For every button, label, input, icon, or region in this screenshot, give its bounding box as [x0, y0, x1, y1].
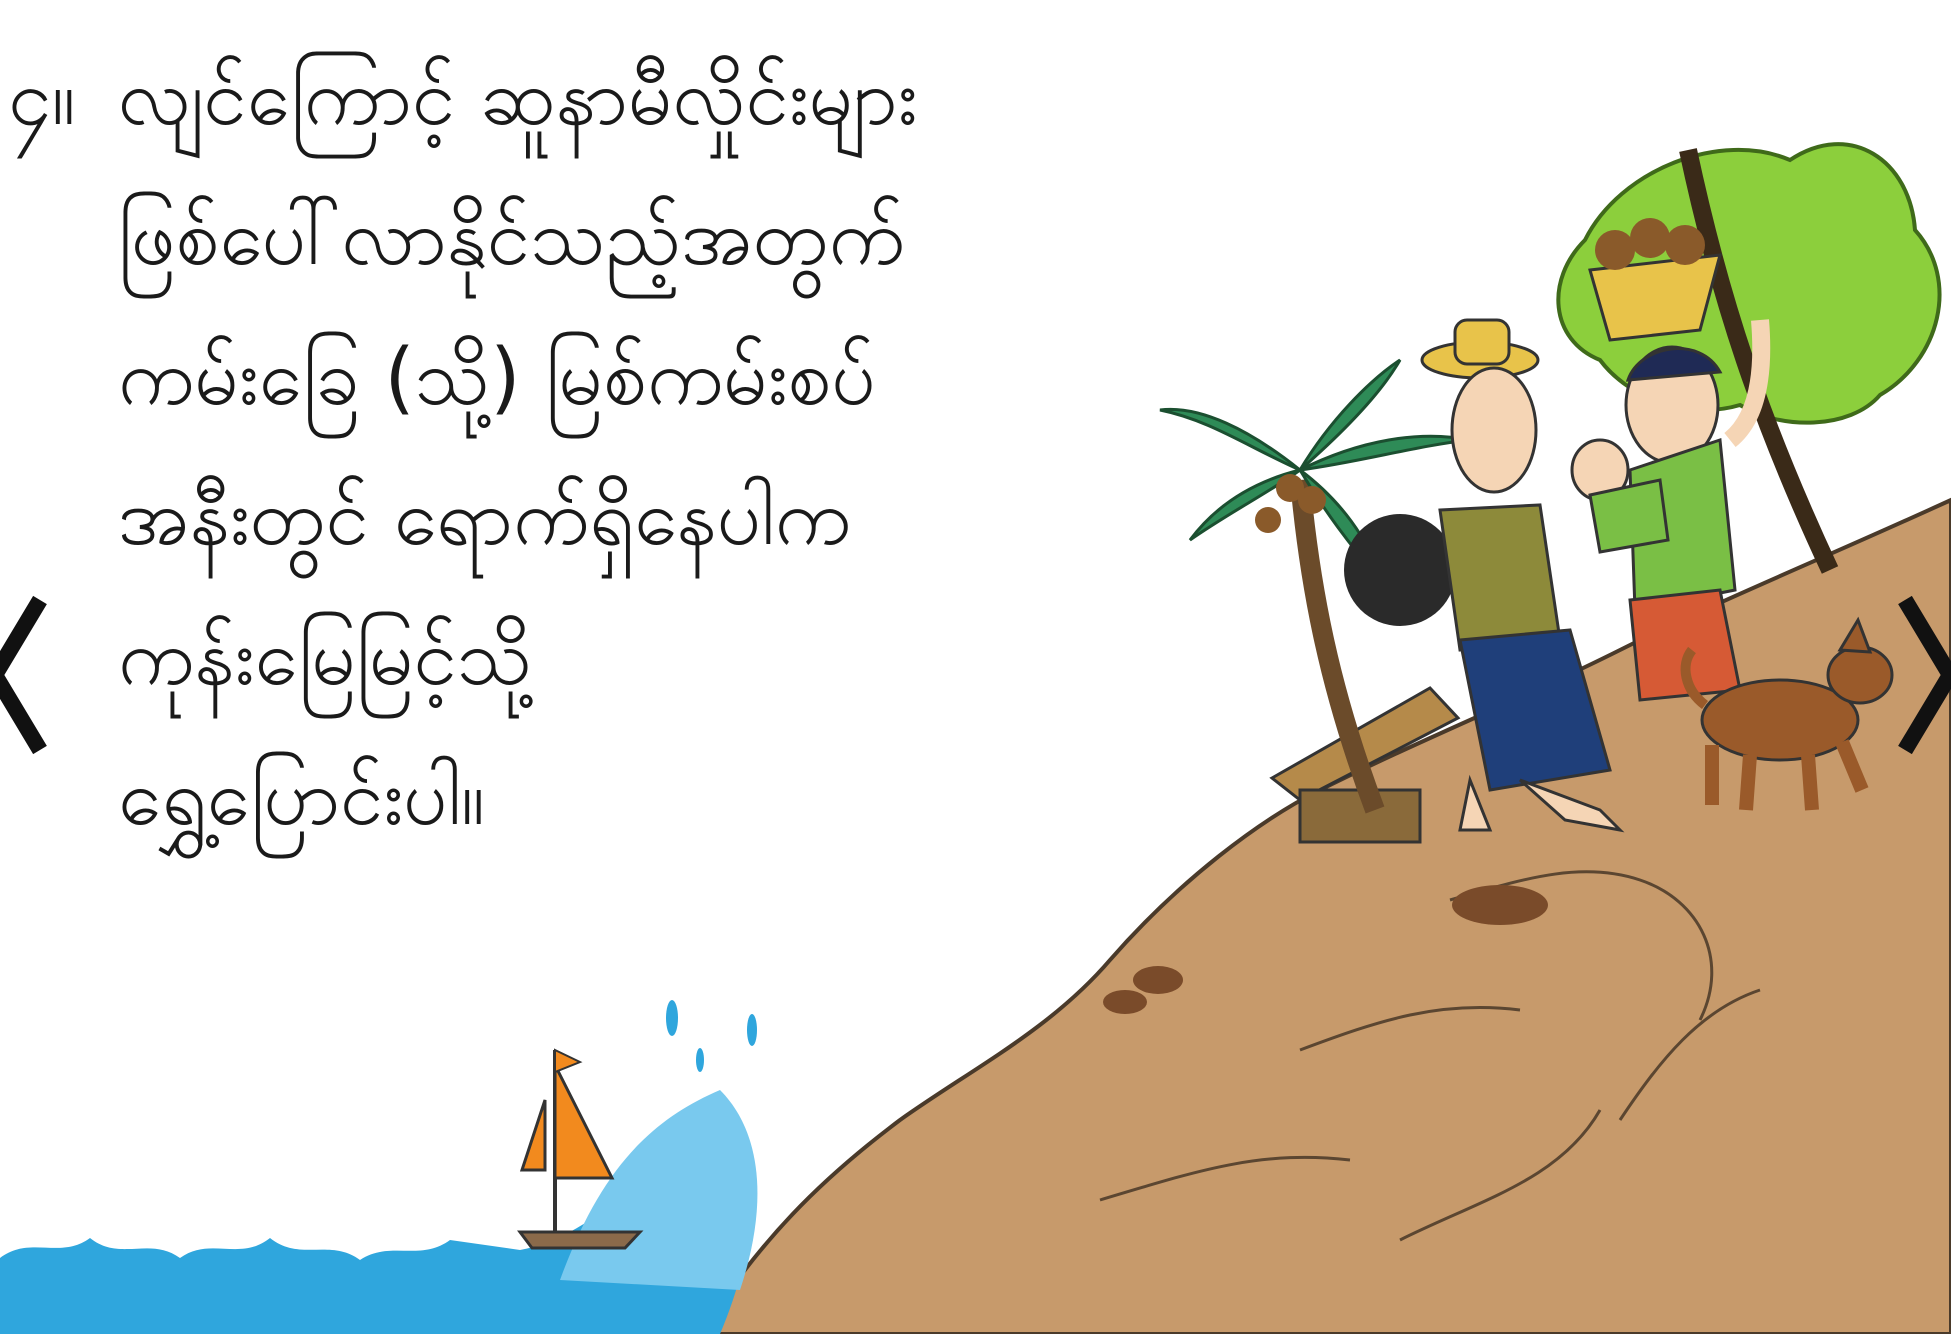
rock: [1133, 966, 1183, 994]
caption-line: ရွှေ့ပြောင်းပါ။: [118, 753, 485, 843]
rock: [1452, 885, 1548, 925]
caption-line: ကုန်းမြေမြင့်သို့: [118, 613, 533, 703]
next-slide-button[interactable]: [1885, 560, 1951, 790]
step-number: ၄။: [8, 53, 76, 143]
caption-line: ကမ်းခြေ (သို့) မြစ်ကမ်းစပ်: [118, 333, 876, 423]
caption-line: ဖြစ်ပေါ်လာနိုင်သည့်အတွက်: [118, 193, 906, 283]
step-caption: [8, 28, 1258, 868]
chevron-right-icon: [1895, 585, 1951, 765]
caption-line: [8, 28, 1258, 168]
caption-line: အနီးတွင် ရောက်ရှိနေပါက: [118, 473, 852, 563]
basket: [1590, 218, 1720, 340]
spray: [666, 1000, 757, 1072]
caption-line-text: လျင်ကြောင့် ဆူနာမီလှိုင်းများ: [118, 53, 918, 143]
wave-splash: [560, 1090, 757, 1290]
chevron-left-icon: [0, 585, 50, 765]
rock: [1103, 990, 1147, 1014]
previous-slide-button[interactable]: [0, 560, 60, 790]
